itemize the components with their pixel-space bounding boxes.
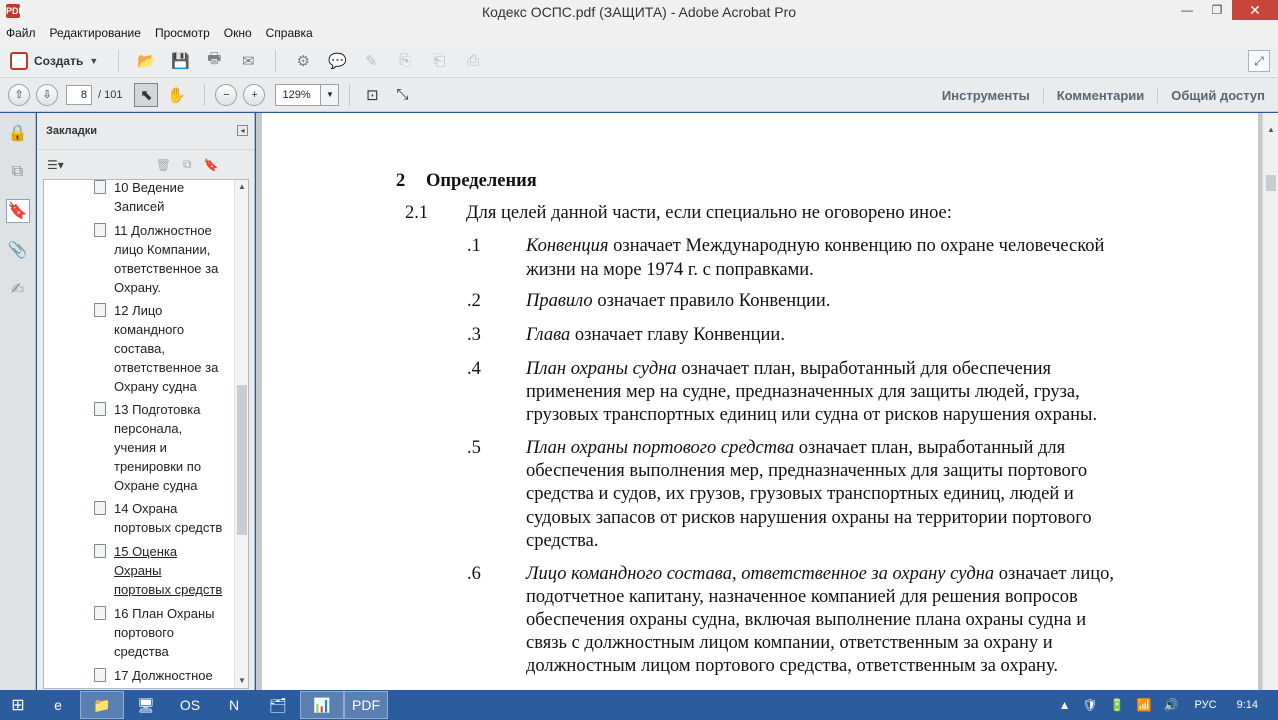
page-total: / 101 — [98, 88, 123, 101]
show-hidden-icons-icon[interactable]: ▲ — [1058, 698, 1071, 712]
settings-gear-icon[interactable]: ⚙ — [296, 52, 310, 70]
zoom-in-icon[interactable]: + — [243, 84, 265, 106]
bookmarks-panel — [37, 113, 255, 690]
expand-bookmark-icon[interactable]: ⧉ — [183, 157, 192, 171]
page-number-input[interactable]: 8 — [66, 85, 92, 105]
zoom-out-icon[interactable]: − — [215, 84, 237, 106]
definition-line — [526, 359, 1051, 380]
toolbar-divider — [118, 50, 119, 72]
definition-line: грузовых транспортных единиц или судна от рисков нарушения охраны. — [526, 405, 1098, 425]
hand-tool-icon[interactable]: ✋ — [167, 86, 186, 104]
definition-line — [526, 291, 830, 312]
battery-icon[interactable]: 🔋 — [1109, 698, 1125, 712]
bookmark-icon — [94, 402, 106, 416]
definition-text: означает Международную конвенцию по охране человеческой — [608, 236, 1105, 256]
definition-line: связь с должностным лицом компании, ответственным за охрану и — [526, 633, 1053, 653]
close-button[interactable]: ✕ — [1232, 0, 1278, 20]
defined-term: План охраны судна — [526, 359, 677, 379]
explorer-icon[interactable]: 📁 — [80, 691, 124, 719]
document-tool-icon[interactable]: ⎘ — [399, 52, 412, 69]
previous-page-icon[interactable]: ⇧ — [8, 84, 30, 106]
definition-line — [526, 438, 1065, 459]
minimize-button[interactable]: — — [1181, 3, 1193, 17]
bookmark-label: 15 Оценка Охраны портовых средств — [114, 544, 223, 597]
item-number: .1 — [467, 236, 481, 256]
zoom-select[interactable] — [275, 84, 339, 106]
options-menu-icon[interactable]: ☰▾ — [47, 157, 64, 172]
share-link[interactable]: Общий доступ — [1157, 88, 1278, 103]
next-page-icon[interactable]: ⇩ — [36, 84, 58, 106]
toolbar-divider — [275, 50, 276, 72]
open-folder-icon[interactable]: 📂 — [136, 52, 156, 70]
zoom-value[interactable]: 129% — [275, 84, 321, 106]
remote-desktop-icon[interactable]: 🖥 — [137, 696, 155, 713]
definition-text: означает план, выработанный для обеспечения — [676, 359, 1052, 379]
scrollbar-thumb[interactable] — [1266, 175, 1276, 191]
delete-bookmark-icon[interactable]: 🗑 — [155, 157, 172, 172]
navigation-rail — [0, 113, 36, 690]
menu-file[interactable]: Файл — [6, 26, 36, 40]
clock[interactable]: 9:14 — [1236, 699, 1258, 711]
defined-term: Лицо командного состава, ответственное за охрану судна — [526, 564, 995, 584]
bookmark-item[interactable] — [94, 666, 234, 685]
bookmark-item[interactable] — [94, 221, 234, 297]
title-bar — [0, 0, 1278, 22]
project-icon[interactable]: 📊 — [300, 691, 344, 719]
page-thumbnails-icon[interactable]: ⧉ — [11, 163, 24, 180]
bookmark-icon — [94, 180, 106, 194]
item-number: .4 — [467, 359, 481, 379]
bookmarks-title: Закладки — [46, 125, 98, 137]
start-button[interactable]: ⊞ — [11, 697, 25, 714]
definition-line: средства и судов, их грузов, грузовых транспортных единиц, людей и — [526, 484, 1074, 504]
menu-bar — [0, 22, 1278, 44]
definition-line: должностным лицом портового средства, ответственным за охрану. — [526, 656, 1058, 676]
maximize-button[interactable]: ❐ — [1211, 3, 1223, 17]
toolbar-divider — [204, 84, 205, 106]
navigation-toolbar — [0, 78, 1278, 112]
bookmark-icon — [94, 303, 106, 317]
acrobat-app-icon: PDF — [6, 6, 24, 16]
save-icon[interactable]: 💾 — [170, 52, 190, 70]
bookmark-item[interactable] — [94, 604, 234, 661]
defined-term: Конвенция — [526, 236, 609, 256]
email-icon[interactable]: ✉ — [241, 52, 255, 70]
bookmark-label: 16 План Охраны портового средства — [114, 606, 215, 659]
toolbar-divider — [349, 84, 350, 106]
definition-line: средства. — [526, 531, 599, 551]
outlook-icon[interactable]: OS — [179, 697, 201, 713]
task-pane-links — [929, 78, 1278, 112]
scroll-down-icon[interactable]: ▼ — [238, 676, 246, 685]
document-scrollbar[interactable] — [1262, 113, 1278, 690]
bookmark-icon — [94, 223, 106, 237]
volume-icon[interactable]: 🔊 — [1163, 698, 1179, 712]
bookmark-label: 11 Должностное лицо Компании, ответственное за Охрану. — [114, 223, 219, 295]
chevron-down-icon: ▼ — [89, 55, 99, 66]
tools-link[interactable]: Инструменты — [941, 87, 1030, 103]
definition-text: означает лицо, — [994, 564, 1115, 584]
security-icon[interactable]: 🛡 — [1082, 698, 1098, 712]
bookmark-label: 10 Ведение Записей — [114, 180, 185, 214]
bookmark-icon — [94, 606, 106, 620]
lock-icon[interactable]: 🔒 — [7, 125, 28, 142]
onenote-icon[interactable]: N — [228, 697, 240, 713]
highlight-icon[interactable]: ✎ — [364, 52, 378, 70]
share-file-icon[interactable]: ⎙ — [467, 52, 480, 69]
menu-edit[interactable]: Редактирование — [49, 26, 141, 40]
definition-line: обеспечения охраны судна, включая выполнение плана охраны судна и — [526, 610, 1087, 630]
bookmark-icon — [94, 668, 106, 682]
fit-page-icon[interactable]: ⊡ — [366, 86, 379, 104]
window-controls — [1172, 0, 1278, 20]
acrobat-taskbar-icon[interactable]: PDF — [344, 691, 388, 719]
menu-view[interactable]: Просмотр — [154, 26, 210, 40]
section-heading: Определения — [426, 171, 537, 191]
export-icon[interactable]: ⎗ — [433, 52, 446, 69]
expand-icon[interactable]: ⤢ — [1248, 50, 1270, 72]
input-language[interactable]: РУС — [1194, 699, 1217, 711]
bookmarks-toolbar — [37, 149, 254, 179]
create-icon — [10, 52, 28, 70]
clause-text: Для целей данной части, если специально не оговорено иное: — [466, 203, 952, 223]
item-number: .3 — [467, 325, 481, 345]
comments-link[interactable]: Комментарии — [1043, 88, 1158, 103]
bookmark-icon — [94, 544, 106, 558]
bookmark-item-selected[interactable] — [94, 542, 234, 599]
main-toolbar — [0, 44, 1278, 78]
window-title: Кодекс ОСПС.pdf (ЗАЩИТА) - Adobe Acrobat Pro — [481, 4, 797, 20]
bookmark-item[interactable] — [94, 179, 234, 216]
item-number: .5 — [467, 438, 481, 458]
ie-icon[interactable]: e — [54, 697, 62, 713]
definition-line: обеспечения выполнения мер, предназначенных для защиты портового — [526, 461, 1088, 481]
defined-term: План охраны портового средства — [526, 438, 795, 458]
item-number: .6 — [467, 564, 481, 584]
definition-text: означает план, выработанный для — [794, 438, 1066, 458]
create-label: Создать — [34, 53, 84, 68]
bookmarks-icon[interactable]: 🔖 — [6, 199, 30, 223]
bookmark-list — [43, 179, 249, 689]
create-button[interactable] — [10, 49, 108, 73]
definition-line: судовых запасов от рисков нарушения охраны на территории портового — [526, 508, 1092, 528]
scroll-up-icon[interactable]: ▲ — [238, 182, 246, 191]
definition-line: жизни на море 1974 г. с поправками. — [526, 260, 814, 280]
system-tray — [1053, 690, 1278, 720]
clause-number: 2.1 — [405, 203, 429, 223]
defined-term: Глава — [526, 325, 571, 345]
defined-term: Правило — [526, 291, 593, 311]
definition-line: применения мер на судне, предназначенных для защиты людей, груза, — [526, 382, 1080, 402]
attachments-icon[interactable]: 📎 — [7, 242, 28, 259]
item-number: .2 — [467, 291, 481, 311]
definition-line — [526, 325, 785, 346]
bookmark-label: 14 Охрана портовых средств — [114, 501, 223, 535]
bookmarks-header — [37, 113, 254, 149]
bookmark-icon — [94, 501, 106, 515]
signatures-icon[interactable]: ✍ — [10, 281, 25, 298]
menu-window[interactable]: Окно — [223, 26, 252, 40]
document-viewport — [256, 113, 1278, 690]
taskbar — [0, 690, 1278, 720]
definition-line: подотчетное капитану, назначенное компанией для решения вопросов — [526, 587, 1078, 607]
section-number: 2 — [396, 171, 406, 191]
menu-help[interactable]: Справка — [265, 26, 313, 40]
new-bookmark-icon[interactable]: 🔖 — [203, 157, 219, 172]
scroll-up-icon[interactable]: ▲ — [1267, 125, 1275, 134]
comment-icon[interactable]: 💬 — [327, 52, 347, 70]
scrollbar-thumb[interactable] — [237, 385, 247, 535]
definition-line — [526, 236, 1104, 257]
bookmark-label: 17 Должностное — [114, 668, 213, 683]
fit-width-icon[interactable]: ⤡ — [396, 86, 409, 103]
bookmark-label: 13 Подготовка персонала, учения и тренировки по Охране судна — [114, 402, 202, 493]
network-icon[interactable]: 📶 — [1136, 698, 1152, 712]
bookmark-label: 12 Лицо командного состава, ответственное за Охрану судна — [114, 303, 219, 394]
pdf-page[interactable] — [262, 113, 1258, 690]
print-icon[interactable]: 🖶 — [207, 50, 222, 67]
definition-text: означает правило Конвенции. — [592, 291, 831, 311]
bookmark-item[interactable] — [94, 400, 234, 495]
archive-icon[interactable]: 🗂 — [269, 696, 287, 713]
bookmarks-scrollbar[interactable] — [234, 180, 248, 688]
bookmark-item[interactable] — [94, 301, 234, 396]
select-tool-icon[interactable]: ⬉ — [134, 83, 158, 107]
collapse-panel-icon[interactable]: ◂ — [237, 125, 248, 136]
definition-line — [526, 564, 1114, 585]
definition-text: означает главу Конвенции. — [570, 325, 785, 345]
bookmark-item[interactable] — [94, 499, 234, 537]
chevron-down-icon[interactable]: ▼ — [321, 84, 339, 106]
